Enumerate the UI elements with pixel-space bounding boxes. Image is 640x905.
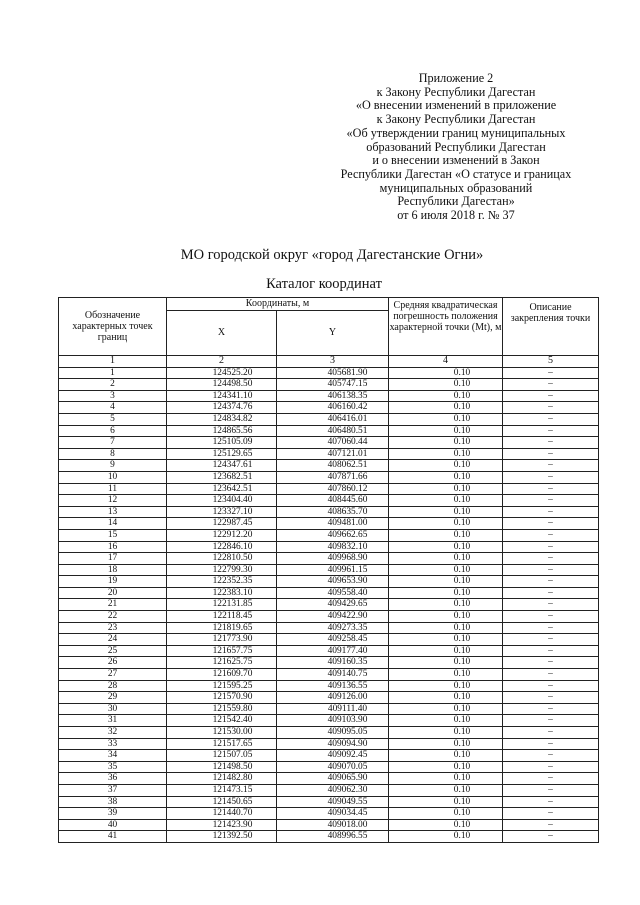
header-x: X <box>167 311 277 356</box>
header-description: Описание закрепления точки <box>503 298 599 356</box>
table-row <box>59 379 599 391</box>
error-cell: 0.10 <box>389 529 503 541</box>
table-row <box>59 715 599 727</box>
point-id-cell: 23 <box>59 622 167 634</box>
description-cell: – <box>503 715 599 727</box>
point-id-cell: 7 <box>59 437 167 449</box>
coordinates-table <box>58 297 599 843</box>
description-cell: – <box>503 506 599 518</box>
point-id-cell: 41 <box>59 831 167 843</box>
table-row <box>59 402 599 414</box>
error-cell: 0.10 <box>389 784 503 796</box>
point-id-cell: 25 <box>59 645 167 657</box>
y-cell: 407860.12 <box>277 483 389 495</box>
error-cell: 0.10 <box>389 460 503 472</box>
y-cell: 406416.01 <box>277 413 389 425</box>
point-id-cell: 22 <box>59 611 167 623</box>
point-id-cell: 9 <box>59 460 167 472</box>
annex-line: к Закону Республики Дагестан <box>376 84 536 99</box>
description-cell: – <box>503 761 599 773</box>
y-cell: 409961.15 <box>277 564 389 576</box>
y-cell: 409558.40 <box>277 587 389 599</box>
description-cell: – <box>503 611 599 623</box>
y-cell: 409653.90 <box>277 576 389 588</box>
error-cell: 0.10 <box>389 506 503 518</box>
y-cell: 408996.55 <box>277 831 389 843</box>
table-row <box>59 808 599 820</box>
table-row <box>59 587 599 599</box>
x-cell: 124341.10 <box>167 390 277 402</box>
point-id-cell: 28 <box>59 680 167 692</box>
table-row <box>59 634 599 646</box>
description-cell: – <box>503 831 599 843</box>
x-cell: 121423.90 <box>167 819 277 831</box>
description-cell: – <box>503 471 599 483</box>
y-cell: 406480.51 <box>277 425 389 437</box>
description-cell: – <box>503 692 599 704</box>
x-cell: 121773.90 <box>167 634 277 646</box>
point-id-cell: 19 <box>59 576 167 588</box>
error-cell: 0.10 <box>389 367 503 379</box>
error-cell: 0.10 <box>389 553 503 565</box>
y-cell: 406160.42 <box>277 402 389 414</box>
x-cell: 125105.09 <box>167 437 277 449</box>
description-cell: – <box>503 796 599 808</box>
header-point: Обозначение характерных точек границ <box>59 298 167 356</box>
point-id-cell: 32 <box>59 727 167 739</box>
table-row <box>59 483 599 495</box>
table-row <box>59 657 599 669</box>
error-cell: 0.10 <box>389 634 503 646</box>
header-y: Y <box>277 311 389 356</box>
error-cell: 0.10 <box>389 402 503 414</box>
description-cell: – <box>503 529 599 541</box>
error-cell: 0.10 <box>389 657 503 669</box>
error-cell: 0.10 <box>389 564 503 576</box>
x-cell: 121450.65 <box>167 796 277 808</box>
error-cell: 0.10 <box>389 669 503 681</box>
point-id-cell: 30 <box>59 703 167 715</box>
x-cell: 122912.20 <box>167 529 277 541</box>
y-cell: 409049.55 <box>277 796 389 808</box>
table-row <box>59 680 599 692</box>
column-number-row <box>59 356 599 368</box>
point-id-cell: 5 <box>59 413 167 425</box>
annex-line: к Закону Республики Дагестан <box>376 112 536 127</box>
error-cell: 0.10 <box>389 680 503 692</box>
table-row <box>59 541 599 553</box>
y-cell: 409140.75 <box>277 669 389 681</box>
description-cell: – <box>503 425 599 437</box>
point-id-cell: 21 <box>59 599 167 611</box>
description-cell: – <box>503 390 599 402</box>
point-id-cell: 2 <box>59 379 167 391</box>
y-cell: 409273.35 <box>277 622 389 634</box>
error-cell: 0.10 <box>389 727 503 739</box>
point-id-cell: 12 <box>59 495 167 507</box>
table-row <box>59 425 599 437</box>
y-cell: 408635.70 <box>277 506 389 518</box>
point-id-cell: 38 <box>59 796 167 808</box>
coordinates-table-body <box>59 367 599 842</box>
x-cell: 121609.70 <box>167 669 277 681</box>
y-cell: 409832.10 <box>277 541 389 553</box>
description-cell: – <box>503 553 599 565</box>
x-cell: 122810.50 <box>167 553 277 565</box>
description-cell: – <box>503 437 599 449</box>
point-id-cell: 33 <box>59 738 167 750</box>
table-row <box>59 796 599 808</box>
description-cell: – <box>503 645 599 657</box>
error-cell: 0.10 <box>389 645 503 657</box>
y-cell: 409177.40 <box>277 645 389 657</box>
description-cell: – <box>503 576 599 588</box>
point-id-cell: 10 <box>59 471 167 483</box>
error-cell: 0.10 <box>389 379 503 391</box>
y-cell: 409136.55 <box>277 680 389 692</box>
table-row <box>59 692 599 704</box>
description-cell: – <box>503 587 599 599</box>
description-cell: – <box>503 634 599 646</box>
header-coordinates: Координаты, м <box>167 298 389 311</box>
table-row <box>59 390 599 402</box>
document-title: МО городской округ «город Дагестанские Огни» <box>180 247 484 263</box>
annex-line: Республики Дагестан» <box>397 194 515 209</box>
y-cell: 407871.66 <box>277 471 389 483</box>
point-id-cell: 37 <box>59 784 167 796</box>
x-cell: 123682.51 <box>167 471 277 483</box>
error-cell: 0.10 <box>389 518 503 530</box>
table-row <box>59 750 599 762</box>
description-cell: – <box>503 622 599 634</box>
column-number: 4 <box>389 356 503 368</box>
x-cell: 123404.40 <box>167 495 277 507</box>
annex-line: Приложение 2 <box>418 71 494 85</box>
y-cell: 409018.00 <box>277 819 389 831</box>
x-cell: 121625.75 <box>167 657 277 669</box>
error-cell: 0.10 <box>389 750 503 762</box>
x-cell: 121542.40 <box>167 715 277 727</box>
table-row <box>59 773 599 785</box>
y-cell: 409034.45 <box>277 808 389 820</box>
point-id-cell: 16 <box>59 541 167 553</box>
annex-line: «Об утверждении границ муниципальных <box>346 125 566 140</box>
error-cell: 0.10 <box>389 471 503 483</box>
table-row <box>59 819 599 831</box>
x-cell: 124525.20 <box>167 367 277 379</box>
table-row <box>59 645 599 657</box>
point-id-cell: 17 <box>59 553 167 565</box>
error-cell: 0.10 <box>389 390 503 402</box>
point-id-cell: 1 <box>59 367 167 379</box>
description-cell: – <box>503 367 599 379</box>
x-cell: 121473.15 <box>167 784 277 796</box>
table-row <box>59 738 599 750</box>
error-cell: 0.10 <box>389 808 503 820</box>
x-cell: 122131.85 <box>167 599 277 611</box>
y-cell: 405747.15 <box>277 379 389 391</box>
x-cell: 121530.00 <box>167 727 277 739</box>
x-cell: 124834.82 <box>167 413 277 425</box>
point-id-cell: 13 <box>59 506 167 518</box>
point-id-cell: 11 <box>59 483 167 495</box>
x-cell: 121392.50 <box>167 831 277 843</box>
table-row <box>59 367 599 379</box>
annex-line: и о внесении изменений в Закон <box>372 153 540 168</box>
point-id-cell: 15 <box>59 529 167 541</box>
point-id-cell: 4 <box>59 402 167 414</box>
description-cell: – <box>503 727 599 739</box>
point-id-cell: 36 <box>59 773 167 785</box>
error-cell: 0.10 <box>389 576 503 588</box>
annex-line: муниципальных образований <box>379 180 533 195</box>
table-row <box>59 495 599 507</box>
error-cell: 0.10 <box>389 738 503 750</box>
table-row <box>59 831 599 843</box>
x-cell: 122383.10 <box>167 587 277 599</box>
annex-line: от 6 июля 2018 г. № 37 <box>397 208 515 223</box>
description-cell: – <box>503 750 599 762</box>
y-cell: 409094.90 <box>277 738 389 750</box>
error-cell: 0.10 <box>389 773 503 785</box>
point-id-cell: 39 <box>59 808 167 820</box>
description-cell: – <box>503 784 599 796</box>
error-cell: 0.10 <box>389 483 503 495</box>
error-cell: 0.10 <box>389 796 503 808</box>
x-cell: 121517.65 <box>167 738 277 750</box>
point-id-cell: 29 <box>59 692 167 704</box>
table-row <box>59 529 599 541</box>
table-row <box>59 506 599 518</box>
y-cell: 407121.01 <box>277 448 389 460</box>
annex-header <box>318 72 594 223</box>
x-cell: 122118.45 <box>167 611 277 623</box>
y-cell: 409111.40 <box>277 703 389 715</box>
x-cell: 121819.65 <box>167 622 277 634</box>
column-number: 5 <box>503 356 599 368</box>
y-cell: 409103.90 <box>277 715 389 727</box>
error-cell: 0.10 <box>389 541 503 553</box>
x-cell: 122352.35 <box>167 576 277 588</box>
table-row <box>59 784 599 796</box>
x-cell: 122987.45 <box>167 518 277 530</box>
column-number: 1 <box>59 356 167 368</box>
x-cell: 121559.80 <box>167 703 277 715</box>
annex-line: Республики Дагестан «О статусе и границах <box>340 166 572 181</box>
x-cell: 121657.75 <box>167 645 277 657</box>
description-cell: – <box>503 703 599 715</box>
y-cell: 408062.51 <box>277 460 389 472</box>
point-id-cell: 20 <box>59 587 167 599</box>
description-cell: – <box>503 483 599 495</box>
error-cell: 0.10 <box>389 587 503 599</box>
y-cell: 409062.30 <box>277 784 389 796</box>
annex-line: образований Республики Дагестан <box>366 139 546 154</box>
y-cell: 406138.35 <box>277 390 389 402</box>
header-error: Средняя квадратическая погрешность положения характерной точки (Мt), м <box>389 298 503 356</box>
error-cell: 0.10 <box>389 761 503 773</box>
x-cell: 124865.56 <box>167 425 277 437</box>
table-row <box>59 576 599 588</box>
table-row <box>59 611 599 623</box>
point-id-cell: 27 <box>59 669 167 681</box>
y-cell: 409258.45 <box>277 634 389 646</box>
table-row <box>59 761 599 773</box>
y-cell: 409126.00 <box>277 692 389 704</box>
x-cell: 121507.05 <box>167 750 277 762</box>
error-cell: 0.10 <box>389 599 503 611</box>
table-row <box>59 471 599 483</box>
y-cell: 409095.05 <box>277 727 389 739</box>
description-cell: – <box>503 495 599 507</box>
y-cell: 409092.45 <box>277 750 389 762</box>
x-cell: 121570.90 <box>167 692 277 704</box>
table-row <box>59 599 599 611</box>
description-cell: – <box>503 564 599 576</box>
point-id-cell: 24 <box>59 634 167 646</box>
error-cell: 0.10 <box>389 495 503 507</box>
point-id-cell: 3 <box>59 390 167 402</box>
description-cell: – <box>503 379 599 391</box>
y-cell: 409662.65 <box>277 529 389 541</box>
error-cell: 0.10 <box>389 425 503 437</box>
column-number: 2 <box>167 356 277 368</box>
description-cell: – <box>503 657 599 669</box>
description-cell: – <box>503 460 599 472</box>
error-cell: 0.10 <box>389 622 503 634</box>
description-cell: – <box>503 738 599 750</box>
table-row <box>59 460 599 472</box>
description-cell: – <box>503 669 599 681</box>
y-cell: 407060.44 <box>277 437 389 449</box>
description-cell: – <box>503 680 599 692</box>
y-cell: 409065.90 <box>277 773 389 785</box>
y-cell: 409070.05 <box>277 761 389 773</box>
point-id-cell: 26 <box>59 657 167 669</box>
x-cell: 121498.50 <box>167 761 277 773</box>
y-cell: 409160.35 <box>277 657 389 669</box>
description-cell: – <box>503 448 599 460</box>
x-cell: 125129.65 <box>167 448 277 460</box>
x-cell: 122846.10 <box>167 541 277 553</box>
x-cell: 121482.80 <box>167 773 277 785</box>
y-cell: 408445.60 <box>277 495 389 507</box>
annex-line: «О внесении изменений в приложение <box>355 98 557 113</box>
table-row <box>59 553 599 565</box>
description-cell: – <box>503 402 599 414</box>
description-cell: – <box>503 773 599 785</box>
table-row <box>59 564 599 576</box>
table-row <box>59 622 599 634</box>
error-cell: 0.10 <box>389 611 503 623</box>
column-number: 3 <box>277 356 389 368</box>
error-cell: 0.10 <box>389 715 503 727</box>
error-cell: 0.10 <box>389 413 503 425</box>
error-cell: 0.10 <box>389 692 503 704</box>
point-id-cell: 40 <box>59 819 167 831</box>
y-cell: 409422.90 <box>277 611 389 623</box>
table-row <box>59 413 599 425</box>
point-id-cell: 8 <box>59 448 167 460</box>
description-cell: – <box>503 599 599 611</box>
x-cell: 121595.25 <box>167 680 277 692</box>
y-cell: 409481.00 <box>277 518 389 530</box>
table-row <box>59 669 599 681</box>
x-cell: 121440.70 <box>167 808 277 820</box>
point-id-cell: 14 <box>59 518 167 530</box>
point-id-cell: 18 <box>59 564 167 576</box>
y-cell: 409968.90 <box>277 553 389 565</box>
table-row <box>59 448 599 460</box>
error-cell: 0.10 <box>389 437 503 449</box>
point-id-cell: 6 <box>59 425 167 437</box>
description-cell: – <box>503 518 599 530</box>
description-cell: – <box>503 808 599 820</box>
error-cell: 0.10 <box>389 819 503 831</box>
error-cell: 0.10 <box>389 448 503 460</box>
table-row <box>59 518 599 530</box>
point-id-cell: 31 <box>59 715 167 727</box>
x-cell: 124347.61 <box>167 460 277 472</box>
table-row <box>59 703 599 715</box>
x-cell: 122799.30 <box>167 564 277 576</box>
point-id-cell: 35 <box>59 761 167 773</box>
table-row <box>59 727 599 739</box>
error-cell: 0.10 <box>389 831 503 843</box>
y-cell: 409429.65 <box>277 599 389 611</box>
x-cell: 124374.76 <box>167 402 277 414</box>
y-cell: 405681.90 <box>277 367 389 379</box>
x-cell: 124498.50 <box>167 379 277 391</box>
point-id-cell: 34 <box>59 750 167 762</box>
table-row <box>59 437 599 449</box>
x-cell: 123642.51 <box>167 483 277 495</box>
error-cell: 0.10 <box>389 703 503 715</box>
x-cell: 123327.10 <box>167 506 277 518</box>
document-subtitle: Каталог координат <box>266 276 382 292</box>
description-cell: – <box>503 819 599 831</box>
description-cell: – <box>503 413 599 425</box>
description-cell: – <box>503 541 599 553</box>
